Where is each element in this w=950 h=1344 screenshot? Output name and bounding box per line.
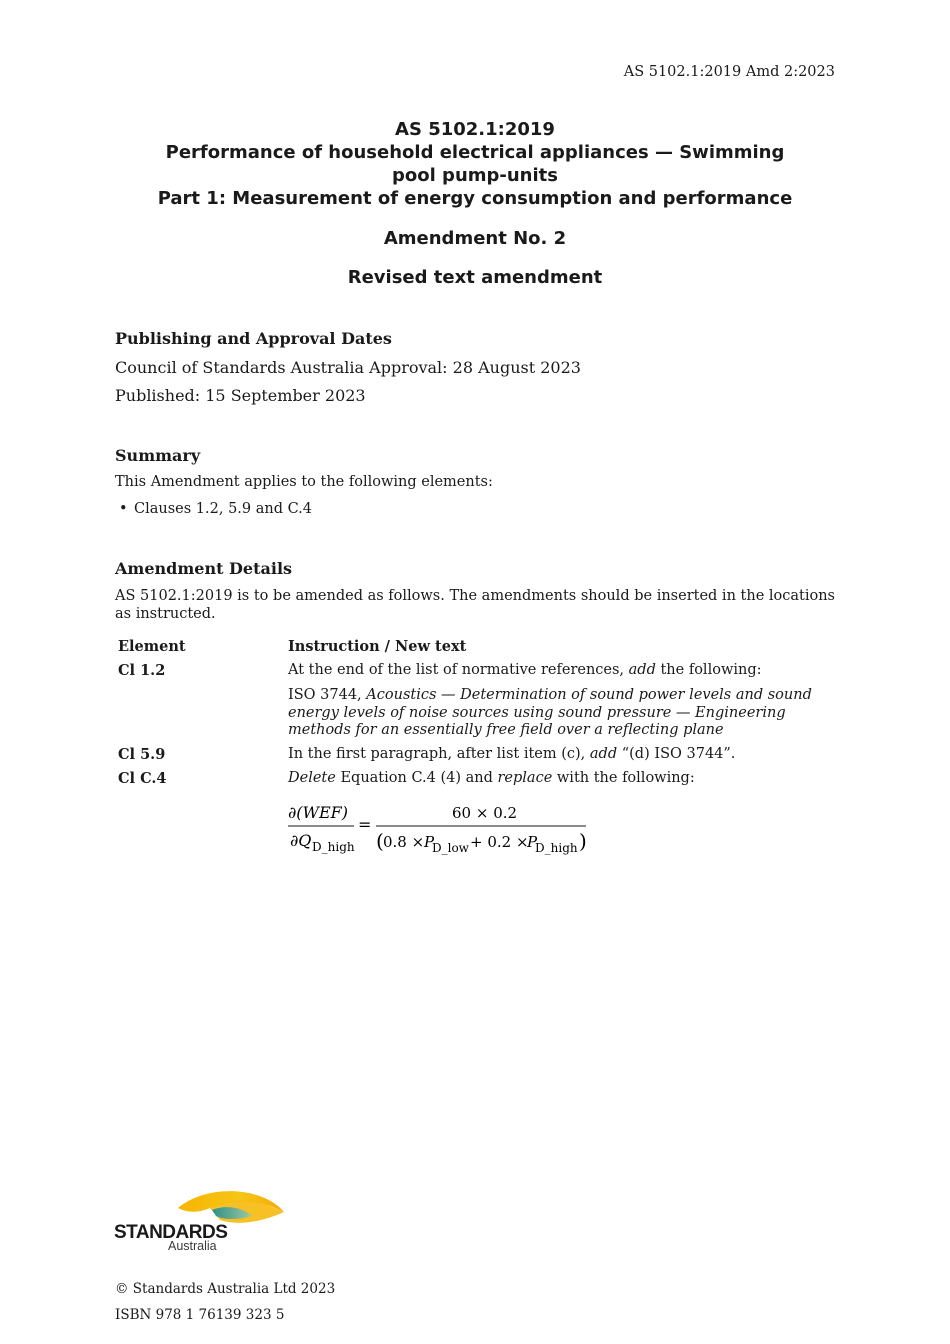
- title-line-3: pool pump-units: [392, 165, 558, 186]
- rhs-p-low-subscript: D_low: [432, 841, 469, 855]
- rhs-denominator-a: 0.8 ×: [383, 833, 425, 851]
- title-line-2: Performance of household electrical appliances — Swimming: [165, 142, 785, 163]
- details-heading: Amendment Details: [115, 559, 293, 578]
- title-line-4: Part 1: Measurement of energy consumption and performance: [157, 188, 793, 209]
- logo-swoosh-icon: [112, 1186, 292, 1256]
- row-element-cl-1-2: Cl 1.2: [118, 662, 166, 679]
- summary-heading: Summary: [115, 446, 201, 465]
- title-block: [115, 118, 835, 289]
- row-instruction-cl-5-9: In the first paragraph, after list item (c), add “(d) ISO 3744”.: [288, 746, 736, 762]
- published-date: Published: 15 September 2023: [115, 386, 366, 405]
- amendment-number: Amendment No. 2: [383, 228, 567, 249]
- rhs-p-low: P: [424, 833, 435, 851]
- normative-reference-text: ISO 3744, Acoustics — Determination of sound power levels and sound energy levels of noise sources using sound pressure — Engineering methods for an essentially free field over a reflecting plane: [288, 687, 812, 738]
- rhs-denominator-b: + 0.2 ×: [470, 833, 529, 851]
- open-paren: (: [376, 829, 384, 853]
- row-instruction-cl-1-2: At the end of the list of normative references, add the following:: [288, 662, 762, 678]
- lhs-numerator: ∂(WEF): [288, 803, 348, 822]
- amendment-type: Revised text amendment: [347, 267, 603, 288]
- details-intro: AS 5102.1:2019 is to be amended as follows. The amendments should be inserted in the locations as instructed.: [115, 588, 835, 622]
- equation-c4: [284, 790, 604, 870]
- bullet-marker: •: [119, 501, 128, 517]
- rhs-numerator: 60 × 0.2: [452, 804, 518, 822]
- summary-item: Clauses 1.2, 5.9 and C.4: [134, 501, 313, 517]
- lhs-denominator-subscript: D_high: [312, 840, 355, 854]
- equals-sign: =: [358, 815, 372, 834]
- approval-date: Council of Standards Australia Approval: 28 August 2023: [115, 358, 581, 377]
- close-paren: ): [579, 829, 587, 853]
- lhs-denominator: ∂Q: [290, 831, 312, 850]
- row-element-cl-c-4: Cl C.4: [118, 770, 167, 787]
- column-header-instruction: Instruction / New text: [288, 638, 467, 655]
- rhs-p-high-subscript: D_high: [535, 841, 578, 855]
- standards-australia-logo: [112, 1186, 292, 1260]
- logo-wordmark: STANDARDS: [114, 1222, 228, 1243]
- column-header-element: Element: [118, 638, 186, 655]
- publishing-heading: Publishing and Approval Dates: [115, 329, 392, 348]
- summary-intro: This Amendment applies to the following elements:: [115, 474, 493, 490]
- document-reference: AS 5102.1:2019 Amd 2:2023: [623, 64, 835, 80]
- isbn: ISBN 978 1 76139 323 5: [115, 1307, 285, 1323]
- row-instruction-cl-c-4: Delete Equation C.4 (4) and replace with the following:: [288, 770, 695, 786]
- copyright: © Standards Australia Ltd 2023: [115, 1281, 336, 1297]
- logo-subtitle: Australia: [168, 1239, 217, 1253]
- standard-number: AS 5102.1:2019: [395, 119, 555, 140]
- row-element-cl-5-9: Cl 5.9: [118, 746, 166, 763]
- rhs-p-high: P: [527, 833, 538, 851]
